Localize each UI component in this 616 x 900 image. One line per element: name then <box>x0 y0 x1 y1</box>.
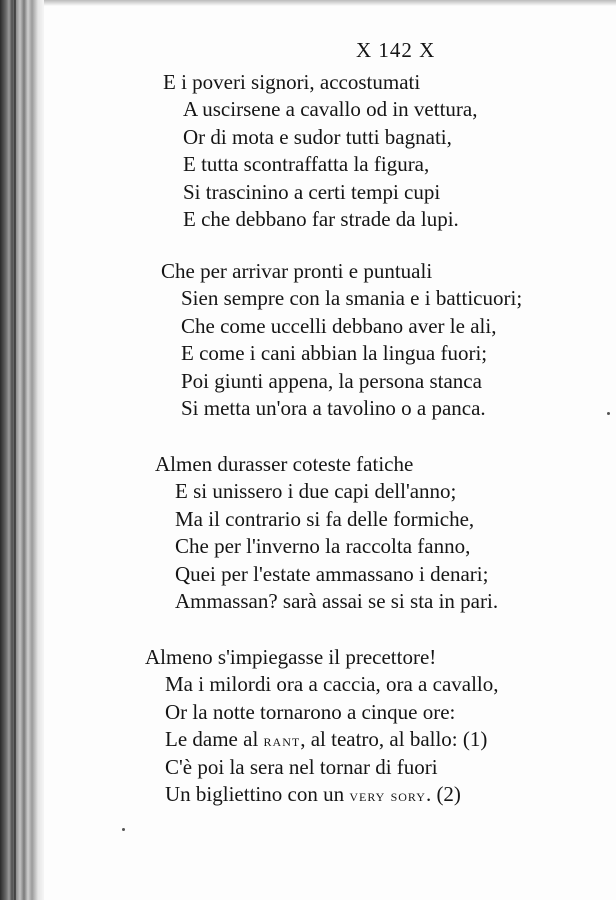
verse-line: Sien sempre con la smania e i batticuori; <box>181 286 523 311</box>
verse-line: Poi giunti appena, la persona stanca <box>181 368 482 393</box>
verse-line: E come i cani abbian la lingua fuori; <box>181 341 488 366</box>
verse-line: E che debbano far strade da lupi. <box>183 206 459 231</box>
verse-line: Ammassan? sarà assai se si sta in pari. <box>175 588 499 613</box>
verse-text: Un bigliettino con un <box>165 781 350 806</box>
book-binding-edge <box>0 0 44 900</box>
verse-line: Quei per l'estate ammassano i denari; <box>175 561 489 586</box>
verse-line <box>145 726 499 753</box>
stanza-2 <box>161 258 522 422</box>
scan-speck <box>607 412 610 415</box>
verse-text: Le dame al <box>165 727 264 752</box>
verse-line: Ma il contrario si fa delle formiche, <box>175 506 475 531</box>
scan-speck <box>122 828 125 831</box>
verse-line: Or di mota e sudor tutti bagnati, <box>183 124 452 149</box>
verse-line: Si trascinino a certi tempi cupi <box>183 179 441 204</box>
verse-line: Ma i milordi ora a caccia, ora a cavallo, <box>165 672 499 697</box>
verse-text: , al teatro, al ballo: (1) <box>300 727 488 752</box>
verse-line: A uscirsene a cavallo od in vettura, <box>183 97 478 122</box>
verse-line: Almeno s'impiegasse il precettore! <box>145 645 437 669</box>
verse-line: C'è poi la sera nel tornar di fuori <box>165 754 438 779</box>
stanza-3 <box>155 451 498 615</box>
page-number: X 142 X <box>356 38 436 62</box>
verse-line: E i poveri signori, accostumati <box>163 70 421 94</box>
verse-line: E tutta scontraffatta la figura, <box>183 152 430 177</box>
verse-line: Che come uccelli debbano aver le ali, <box>181 313 497 338</box>
verse-line: Si metta un'ora a tavolino o a panca. <box>181 395 486 420</box>
page-top-edge <box>44 0 616 6</box>
verse-line: E si unissero i due capi dell'anno; <box>175 479 457 504</box>
stanza-1 <box>163 69 477 233</box>
small-caps-word: rant <box>263 731 301 751</box>
stanza-4 <box>145 644 499 808</box>
verse-line <box>145 781 499 808</box>
verse-line: Or la notte tornarono a cinque ore: <box>165 699 456 724</box>
verse-text: . (2) <box>425 781 461 806</box>
verse-line: Che per l'inverno la raccolta fanno, <box>175 534 471 559</box>
verse-line: Almen durasser coteste fatiche <box>155 452 414 476</box>
verse-line: Che per arrivar pronti e puntuali <box>161 259 433 283</box>
small-caps-word: very sory <box>349 785 426 805</box>
